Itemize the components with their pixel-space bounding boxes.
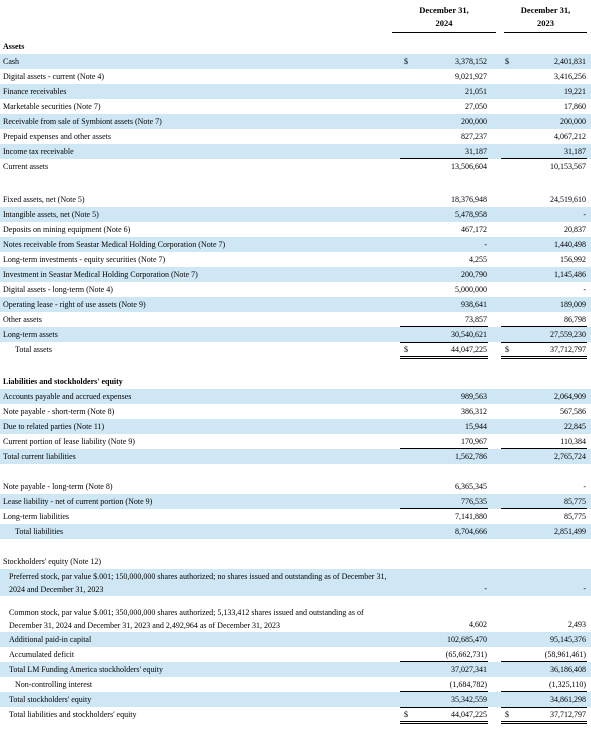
total-double-rule: [400, 721, 488, 724]
row-label: Common stock, par value $.001; 350,000,000 shares authorized; 5,133,412 shares issued and outstanding as of December 31, 2024 and December 31, 2023 and 2,492,964 as of December 31, 2023: [9, 608, 364, 630]
value-2024: 31,187: [465, 147, 487, 156]
total-double-rule: [501, 356, 587, 359]
table-row: [0, 144, 591, 159]
value-2023: 85,775: [564, 497, 586, 506]
value-2024: 44,047,225: [451, 345, 487, 354]
table-row: [0, 374, 591, 389]
row-label: Preferred stock, par value $.001; 150,000,000 shares authorized; no shares issued and outstanding as of December 31, 2024 and December 31, 2023: [9, 572, 387, 594]
value-2024: 37,027,341: [451, 665, 487, 674]
row-label: Notes receivable from Seastar Medical Holding Corporation (Note 7): [3, 240, 226, 249]
value-2024: 200,790: [461, 270, 487, 279]
value-2023: 2,493: [568, 620, 586, 629]
total-double-rule: [400, 356, 488, 359]
row-label: Total LM Funding America stockholders' equity: [9, 665, 163, 674]
value-2024: (1,684,782): [449, 680, 487, 689]
row-label: Total liabilities and stockholders' equity: [9, 710, 137, 719]
row-label: Total current liabilities: [3, 452, 76, 461]
value-2023: (1,325,110): [548, 680, 586, 689]
value-2024: 3,378,152: [455, 57, 487, 66]
value-2023: 36,186,408: [550, 665, 586, 674]
column-header-2024-line2: 2024: [435, 18, 453, 28]
value-2023: 95,145,376: [550, 635, 586, 644]
value-2024: (65,662,731): [445, 650, 487, 659]
row-label: Long-term investments - equity securities (Note 7): [3, 255, 166, 264]
value-2023: 189,009: [560, 300, 586, 309]
value-2024: 6,365,345: [455, 482, 487, 491]
value-2023: 86,798: [564, 315, 586, 324]
row-label: Digital assets - long-term (Note 4): [3, 285, 113, 294]
value-2024: 989,563: [461, 392, 487, 401]
row-label: Current assets: [3, 162, 49, 171]
value-2024: 8,704,666: [455, 527, 487, 536]
value-2023: 37,712,797: [550, 345, 586, 354]
value-2024: 44,047,225: [451, 710, 487, 719]
row-label: Additional paid-in capital: [9, 635, 92, 644]
currency-symbol: $: [404, 57, 408, 66]
value-2024: 27,050: [465, 102, 487, 111]
row-label: Marketable securities (Note 7): [3, 102, 101, 111]
table-row: [0, 54, 591, 69]
value-2023: -: [583, 285, 586, 294]
row-label: Assets: [3, 42, 25, 51]
table-row: [0, 677, 591, 692]
row-label: Digital assets - current (Note 4): [3, 72, 105, 81]
row-label: Other assets: [3, 315, 42, 324]
row-label: Accounts payable and accrued expenses: [3, 392, 132, 401]
table-row: [0, 84, 591, 99]
value-2023: 19,221: [564, 87, 586, 96]
value-2024: 9,021,927: [455, 72, 487, 81]
total-top-rule: [400, 342, 488, 343]
value-2024: 4,255: [469, 255, 487, 264]
column-header-2023-line2: 2023: [537, 18, 554, 28]
table-row: [0, 267, 591, 282]
table-row: [0, 237, 591, 252]
table-row: [0, 342, 591, 357]
value-2024: 467,172: [461, 225, 487, 234]
value-2024: 5,000,000: [455, 285, 487, 294]
row-label: Investment in Seastar Medical Holding Corporation (Note 7): [3, 270, 198, 279]
table-row: [0, 129, 591, 144]
value-2024: -: [484, 240, 487, 249]
value-2024: 5,478,958: [455, 210, 487, 219]
row-label: Non-controlling interest: [15, 680, 93, 689]
row-label: Receivable from sale of Symbiont assets (Note 7): [3, 117, 162, 126]
table-row: [0, 662, 591, 677]
table-row: [0, 207, 591, 222]
value-2024: 827,237: [461, 132, 487, 141]
row-label: Fixed assets, net (Note 5): [3, 195, 85, 204]
row-label: Long-term liabilities: [3, 512, 69, 521]
row-label: Note payable - short-term (Note 8): [3, 407, 115, 416]
total-top-rule: [400, 707, 488, 708]
value-2023: 2,765,724: [554, 452, 586, 461]
table-row: [0, 494, 591, 509]
value-2023: 2,851,499: [554, 527, 586, 536]
value-2023: 1,440,498: [554, 240, 586, 249]
value-2023: 17,860: [564, 102, 586, 111]
table-row: [0, 647, 591, 662]
value-2023: 27,559,230: [550, 330, 586, 339]
table-row: [0, 434, 591, 449]
total-top-rule: [501, 342, 587, 343]
table-row: [0, 692, 591, 707]
table-row: [0, 632, 591, 647]
total-top-rule: [501, 707, 587, 708]
row-label: Operating lease - right of use assets (Note 9): [3, 300, 146, 309]
value-2023: (58,961,461): [544, 650, 586, 659]
value-2024: 102,685,470: [447, 635, 487, 644]
value-2024: 13,506,604: [451, 162, 487, 171]
value-2024: 200,000: [461, 117, 487, 126]
value-2024: 4,602: [469, 620, 487, 629]
row-label: Finance receivables: [3, 87, 67, 96]
value-2023: 4,067,212: [554, 132, 586, 141]
value-2023: 567,586: [560, 407, 586, 416]
table-row: [0, 312, 591, 327]
row-label: Accumulated deficit: [9, 650, 75, 659]
row-label: Current portion of lease liability (Note 9): [3, 437, 135, 446]
value-2023: 85,775: [564, 512, 586, 521]
value-2024: 18,376,948: [451, 195, 487, 204]
row-label: Stockholders' equity (Note 12): [3, 557, 102, 566]
value-2024: 938,641: [461, 300, 487, 309]
value-2024: 7,141,880: [455, 512, 487, 521]
table-row: [0, 449, 591, 464]
table-row: [0, 222, 591, 237]
value-2023: 22,845: [564, 422, 586, 431]
value-2023: 31,187: [564, 147, 586, 156]
currency-symbol: $: [505, 345, 509, 354]
currency-symbol: $: [404, 710, 408, 719]
table-row: [0, 297, 591, 312]
table-row: [0, 159, 591, 174]
column-header-2024: [388, 4, 500, 30]
value-2023: 10,153,567: [550, 162, 586, 171]
row-label: Income tax receivable: [3, 147, 74, 156]
value-2023: 34,861,298: [550, 695, 586, 704]
row-label: Total liabilities: [15, 527, 64, 536]
row-label: Long-term assets: [3, 330, 58, 339]
table-row: [0, 419, 591, 434]
value-2023: 110,384: [560, 437, 586, 446]
table-row: [0, 605, 591, 632]
table-row: [0, 192, 591, 207]
currency-symbol: $: [505, 710, 509, 719]
table-row: [0, 554, 591, 569]
value-2024: 73,857: [465, 315, 487, 324]
column-header-2023: [500, 4, 591, 30]
value-2024: -: [484, 584, 487, 593]
value-2023: 200,000: [560, 117, 586, 126]
table-row: [0, 479, 591, 494]
value-2024: 30,540,621: [451, 330, 487, 339]
table-row: [0, 509, 591, 524]
table-row: [0, 114, 591, 129]
value-2023: 24,519,610: [550, 195, 586, 204]
table-row: [0, 252, 591, 267]
value-2023: -: [583, 584, 586, 593]
value-2024: 170,967: [461, 437, 487, 446]
row-label: Cash: [3, 57, 19, 66]
value-2023: -: [583, 482, 586, 491]
column-header-rule: [392, 32, 496, 33]
value-2024: 15,944: [465, 422, 487, 431]
value-2023: 20,837: [564, 225, 586, 234]
value-2023: 2,401,831: [554, 57, 586, 66]
table-row: [0, 707, 591, 722]
table-row: [0, 282, 591, 297]
currency-symbol: $: [505, 57, 509, 66]
row-label: Note payable - long-term (Note 8): [3, 482, 113, 491]
value-2023: 1,145,486: [554, 270, 586, 279]
table-row: [0, 327, 591, 342]
value-2023: 156,992: [560, 255, 586, 264]
table-row: [0, 69, 591, 84]
column-header-2023-line1: December 31,: [520, 5, 571, 15]
table-row: [0, 389, 591, 404]
column-header-rule: [504, 32, 587, 33]
value-2024: 776,535: [461, 497, 487, 506]
currency-symbol: $: [404, 345, 408, 354]
row-label: Total stockholders' equity: [9, 695, 92, 704]
row-label: Deposits on mining equipment (Note 6): [3, 225, 131, 234]
column-header-2024-line1: December 31,: [419, 5, 469, 15]
table-row: [0, 404, 591, 419]
value-2024: 35,342,559: [451, 695, 487, 704]
row-label: Due to related parties (Note 11): [3, 422, 105, 431]
value-2023: -: [583, 210, 586, 219]
value-2023: 37,712,797: [550, 710, 586, 719]
value-2024: 386,312: [461, 407, 487, 416]
table-row: [0, 99, 591, 114]
value-2024: 1,562,786: [455, 452, 487, 461]
table-row: [0, 524, 591, 539]
value-2024: 21,051: [465, 87, 487, 96]
row-label: Prepaid expenses and other assets: [3, 132, 111, 141]
row-label: Total assets: [15, 345, 52, 354]
value-2023: 3,416,256: [554, 72, 586, 81]
total-double-rule: [501, 721, 587, 724]
table-row: [0, 39, 591, 54]
table-row: [0, 569, 591, 596]
row-label: Lease liability - net of current portion (Note 9): [3, 497, 153, 506]
value-2023: 2,064,909: [554, 392, 586, 401]
row-label: Intangible assets, net (Note 5): [3, 210, 99, 219]
row-label: Liabilities and stockholders' equity: [3, 377, 123, 386]
